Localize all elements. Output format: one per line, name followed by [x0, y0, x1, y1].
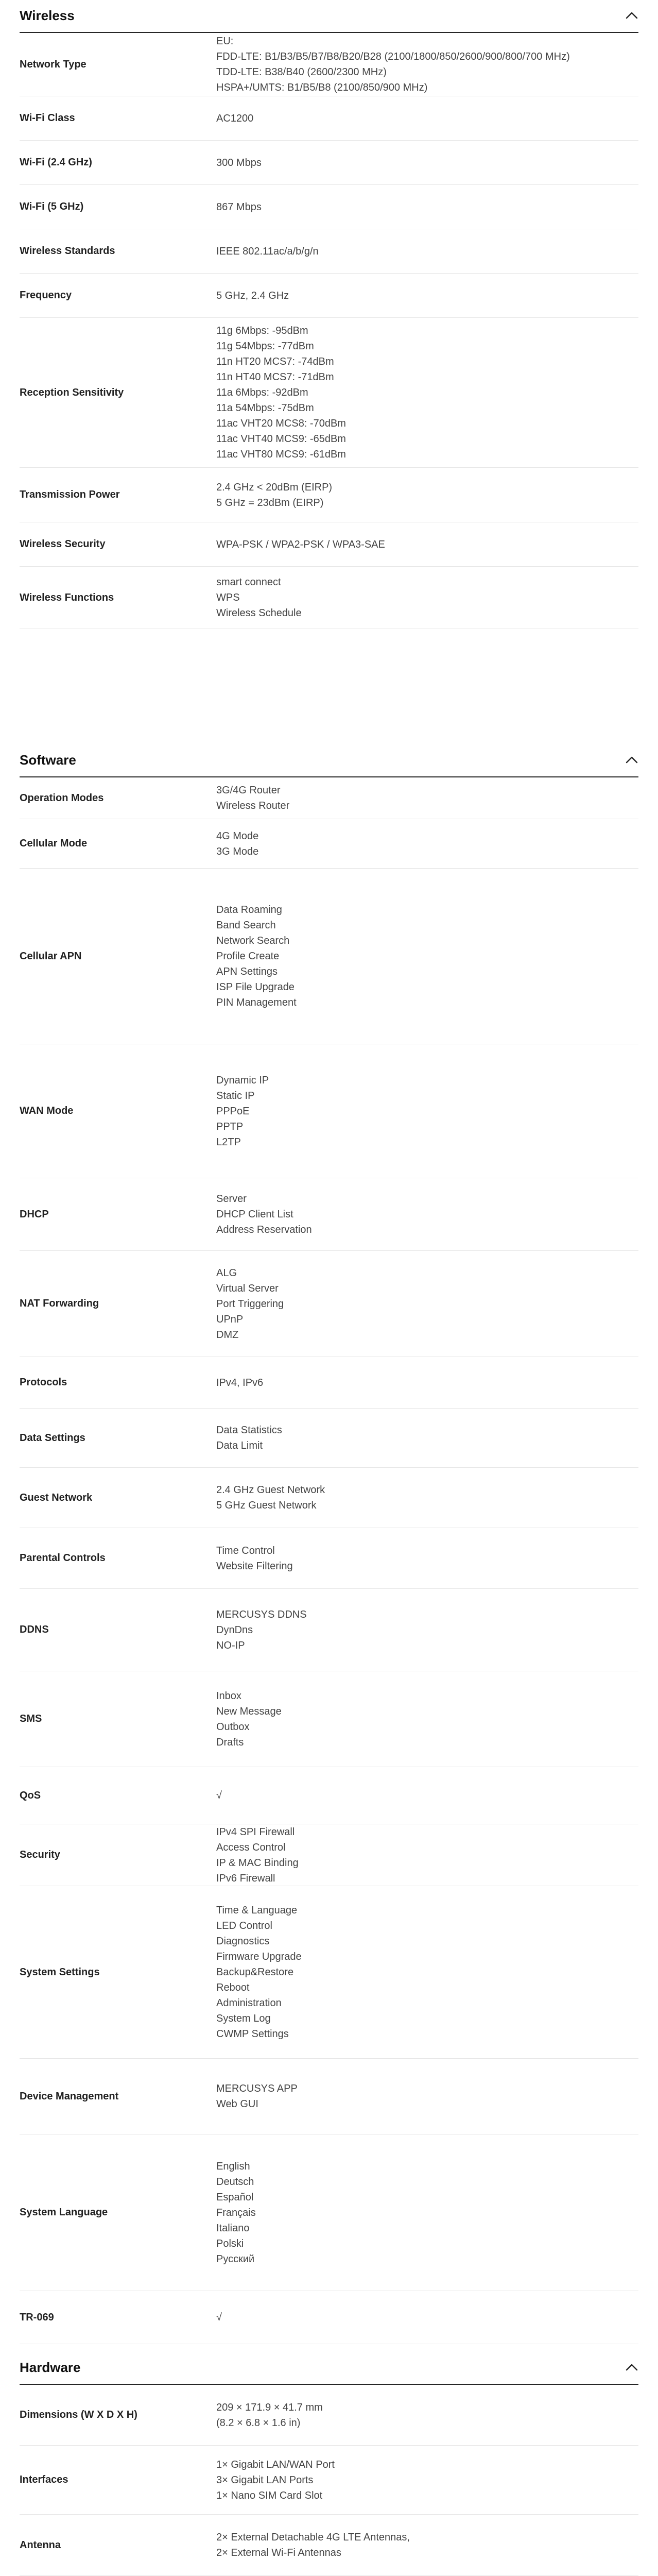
- spec-value: 5 GHz, 2.4 GHz: [216, 290, 289, 301]
- spec-value: √: [216, 2312, 222, 2323]
- spec-row: [20, 1357, 638, 1409]
- spec-values: [216, 1528, 628, 1588]
- spec-value: 11ac VHT40 MCS9: -65dBm: [216, 433, 346, 445]
- spec-row: [20, 33, 638, 96]
- spec-value: DynDns: [216, 1624, 253, 1636]
- spec-value: Backup&Restore: [216, 1967, 294, 1978]
- spec-label: Transmission Power: [20, 489, 120, 500]
- spec-label: Interfaces: [20, 2474, 68, 2485]
- spec-value: (8.2 × 6.8 × 1.6 in): [216, 2417, 301, 2429]
- spec-row: [20, 2134, 638, 2291]
- section-wireless: [20, 0, 638, 619]
- spec-value: 2× External Detachable 4G LTE Antennas,: [216, 2532, 410, 2543]
- spec-value: 11n HT20 MCS7: -74dBm: [216, 356, 334, 367]
- spec-values: [216, 2446, 628, 2514]
- spec-row: [20, 1767, 638, 1824]
- spec-value: 867 Mbps: [216, 201, 262, 213]
- spec-values: [216, 1251, 628, 1357]
- spec-value: Website Filtering: [216, 1560, 293, 1572]
- spec-row: [20, 318, 638, 468]
- spec-values: [216, 2515, 628, 2575]
- spec-value: 11a 6Mbps: -92dBm: [216, 387, 308, 398]
- spec-row: [20, 777, 638, 819]
- spec-row: [20, 96, 638, 141]
- chevron-up-icon[interactable]: [625, 10, 638, 21]
- section-header-hardware[interactable]: [20, 2352, 638, 2385]
- spec-value: System Log: [216, 2013, 271, 2024]
- spec-value: Wireless Schedule: [216, 607, 302, 619]
- section-header-wireless[interactable]: [20, 0, 638, 33]
- spec-value: Polski: [216, 2238, 244, 2249]
- spec-values: [216, 1671, 628, 1767]
- section-title: Wireless: [20, 8, 75, 23]
- section-title: Software: [20, 752, 76, 768]
- spec-value: 5 GHz = 23dBm (EIRP): [216, 497, 324, 509]
- spec-value: Français: [216, 2207, 256, 2218]
- spec-value: PIN Management: [216, 997, 297, 1008]
- spec-value: 11ac VHT20 MCS8: -70dBm: [216, 418, 346, 429]
- spec-values: [216, 2385, 628, 2445]
- spec-values: [216, 96, 628, 140]
- spec-value: 2.4 GHz < 20dBm (EIRP): [216, 481, 333, 493]
- spec-value: NO-IP: [216, 1639, 245, 1651]
- spec-value: 209 × 171.9 × 41.7 mm: [216, 2401, 323, 2413]
- spec-label: Wireless Functions: [20, 591, 114, 603]
- spec-label: Reception Sensitivity: [20, 386, 124, 398]
- spec-row: [20, 468, 638, 522]
- spec-values: [216, 468, 628, 522]
- spec-label: Operation Modes: [20, 792, 104, 804]
- spec-value: ALG: [216, 1267, 237, 1279]
- spec-value: CWMP Settings: [216, 2028, 289, 2040]
- spec-row: [20, 1671, 638, 1767]
- spec-row: [20, 567, 638, 629]
- spec-value: Virtual Server: [216, 1282, 279, 1294]
- spec-value: 3× Gigabit LAN Ports: [216, 2474, 314, 2486]
- section-software: [20, 744, 638, 2323]
- spec-value: Reboot: [216, 1982, 250, 1993]
- spec-values: [216, 1767, 628, 1824]
- spec-label: Wireless Security: [20, 538, 106, 550]
- spec-value: UPnP: [216, 1313, 244, 1325]
- spec-values: [216, 185, 628, 229]
- spec-row: [20, 2446, 638, 2515]
- spec-row: [20, 1409, 638, 1468]
- spec-row: [20, 141, 638, 185]
- spec-label: Protocols: [20, 1377, 67, 1388]
- spec-row: [20, 1886, 638, 2059]
- spec-values: [216, 819, 628, 868]
- spec-label: TR-069: [20, 2311, 54, 2323]
- spec-value: Data Statistics: [216, 1425, 282, 1436]
- spec-row: [20, 1468, 638, 1528]
- spec-value: IP & MAC Binding: [216, 1857, 299, 1869]
- spec-value: AC1200: [216, 112, 254, 124]
- spec-value: Firmware Upgrade: [216, 1951, 302, 1962]
- spec-label: Security: [20, 1849, 60, 1860]
- spec-values: [216, 1824, 628, 1886]
- spec-label: Dimensions (W X D X H): [20, 2409, 137, 2420]
- spec-value: Band Search: [216, 920, 276, 931]
- spec-label: Wi-Fi (2.4 GHz): [20, 157, 92, 168]
- spec-value: Web GUI: [216, 2098, 258, 2110]
- spec-label: Wi-Fi (5 GHz): [20, 201, 84, 212]
- section-header-software[interactable]: [20, 744, 638, 777]
- spec-value: Italiano: [216, 2222, 250, 2234]
- spec-label: Wireless Standards: [20, 245, 115, 257]
- spec-value: 11g 6Mbps: -95dBm: [216, 325, 308, 336]
- spec-value: WPS: [216, 592, 240, 603]
- spec-row: [20, 1178, 638, 1251]
- spec-label: QoS: [20, 1789, 41, 1801]
- spec-value: Administration: [216, 1997, 282, 2009]
- spec-value: 1× Nano SIM Card Slot: [216, 2489, 323, 2501]
- spec-row: [20, 229, 638, 274]
- spec-values: [216, 2291, 628, 2344]
- spec-values: [216, 33, 628, 96]
- spec-value: Port Triggering: [216, 1298, 284, 1310]
- spec-label: Cellular APN: [20, 950, 82, 962]
- spec-value: IEEE 802.11ac/a/b/g/n: [216, 245, 319, 257]
- spec-label: Device Management: [20, 2090, 119, 2102]
- spec-label: Guest Network: [20, 1492, 93, 1503]
- spec-value: 3G Mode: [216, 845, 259, 857]
- spec-values: [216, 1357, 628, 1408]
- spec-value: PPPoE: [216, 1105, 250, 1117]
- spec-value: FDD-LTE: B1/B3/B5/B7/B8/B20/B28 (2100/1800/850/2600/900/800/700 MHz): [216, 51, 570, 62]
- spec-value: Inbox: [216, 1690, 241, 1702]
- spec-value: 11n HT40 MCS7: -71dBm: [216, 371, 334, 383]
- spec-value: Русский: [216, 2253, 255, 2265]
- spec-row: [20, 1824, 638, 1886]
- spec-value: √: [216, 1790, 222, 1801]
- spec-label: DHCP: [20, 1208, 49, 1220]
- spec-value: English: [216, 2160, 250, 2172]
- spec-values: [216, 1178, 628, 1250]
- spec-value: TDD-LTE: B38/B40 (2600/2300 MHz): [216, 66, 387, 78]
- spec-values: [216, 1468, 628, 1528]
- chevron-up-icon[interactable]: [625, 755, 638, 765]
- spec-value: IPv4 SPI Firewall: [216, 1826, 295, 1838]
- spec-value: 4G Mode: [216, 830, 259, 842]
- spec-value: DHCP Client List: [216, 1209, 293, 1220]
- spec-value: Español: [216, 2191, 254, 2203]
- spec-label: Wi-Fi Class: [20, 112, 75, 124]
- spec-value: 11ac VHT80 MCS9: -61dBm: [216, 449, 346, 460]
- spec-row: [20, 869, 638, 1044]
- spec-value: Wireless Router: [216, 800, 290, 811]
- spec-value: EU:: [216, 36, 234, 47]
- spec-row: [20, 274, 638, 318]
- spec-value: MERCUSYS DDNS: [216, 1608, 307, 1620]
- spec-row: [20, 2059, 638, 2134]
- spec-values: [216, 1886, 628, 2058]
- chevron-up-icon[interactable]: [625, 2362, 638, 2372]
- spec-value: Drafts: [216, 1736, 244, 1748]
- spec-row: [20, 2291, 638, 2344]
- spec-row: [20, 1044, 638, 1178]
- spec-row: [20, 1589, 638, 1671]
- spec-value: DMZ: [216, 1329, 239, 1341]
- spec-value: 3G/4G Router: [216, 785, 281, 796]
- spec-value: Static IP: [216, 1090, 255, 1101]
- spec-label: Frequency: [20, 290, 72, 301]
- spec-value: MERCUSYS APP: [216, 2083, 298, 2094]
- section-title: Hardware: [20, 2360, 81, 2375]
- spec-row: [20, 819, 638, 869]
- spec-value: Deutsch: [216, 2176, 254, 2188]
- spec-label: Antenna: [20, 2539, 61, 2551]
- spec-value: L2TP: [216, 1136, 241, 1148]
- spec-value: New Message: [216, 1705, 282, 1717]
- spec-values: [216, 274, 628, 317]
- spec-value: smart connect: [216, 577, 281, 588]
- spec-row: [20, 1251, 638, 1357]
- spec-value: Time Control: [216, 1545, 275, 1556]
- spec-values: [216, 1409, 628, 1467]
- section-hardware: [20, 2352, 638, 2558]
- spec-value: 5 GHz Guest Network: [216, 1500, 317, 1511]
- spec-values: [216, 567, 628, 629]
- spec-label: Parental Controls: [20, 1552, 106, 1564]
- spec-label: DDNS: [20, 1624, 49, 1635]
- spec-value: 1× Gigabit LAN/WAN Port: [216, 2459, 335, 2470]
- spec-value: Server: [216, 1193, 247, 1205]
- spec-label: NAT Forwarding: [20, 1298, 99, 1309]
- spec-values: [216, 869, 628, 1044]
- spec-label: Data Settings: [20, 1432, 85, 1444]
- spec-value: LED Control: [216, 1920, 272, 1931]
- spec-values: [216, 229, 628, 273]
- spec-value: HSPA+/UMTS: B1/B5/B8 (2100/850/900 MHz): [216, 82, 428, 93]
- spec-values: [216, 777, 628, 819]
- spec-row: [20, 522, 638, 567]
- spec-value: Profile Create: [216, 951, 280, 962]
- spec-value: 2× External Wi-Fi Antennas: [216, 2547, 341, 2558]
- spec-row: [20, 2515, 638, 2576]
- spec-values: [216, 1044, 628, 1178]
- spec-row: [20, 2385, 638, 2446]
- spec-value: APN Settings: [216, 966, 278, 977]
- spec-value: IPv4, IPv6: [216, 1377, 264, 1388]
- spec-values: [216, 318, 628, 467]
- spec-value: 300 Mbps: [216, 157, 262, 168]
- spec-value: 11a 54Mbps: -75dBm: [216, 402, 314, 414]
- spec-values: [216, 1589, 628, 1671]
- spec-value: Time & Language: [216, 1905, 298, 1916]
- spec-row: [20, 185, 638, 229]
- spec-values: [216, 2059, 628, 2134]
- spec-value: Address Reservation: [216, 1224, 312, 1235]
- spec-label: Network Type: [20, 58, 86, 70]
- spec-value: PPTP: [216, 1121, 244, 1132]
- spec-value: 2.4 GHz Guest Network: [216, 1484, 325, 1496]
- spec-row: [20, 1528, 638, 1589]
- spec-value: Data Limit: [216, 1440, 263, 1451]
- spec-value: ISP File Upgrade: [216, 981, 295, 993]
- spec-label: System Settings: [20, 1966, 100, 1978]
- spec-values: [216, 522, 628, 566]
- spec-label: WAN Mode: [20, 1105, 74, 1116]
- spec-value: 11g 54Mbps: -77dBm: [216, 341, 314, 352]
- spec-value: WPA-PSK / WPA2-PSK / WPA3-SAE: [216, 538, 385, 550]
- spec-value: Access Control: [216, 1841, 286, 1853]
- spec-value: Outbox: [216, 1721, 250, 1733]
- spec-values: [216, 2134, 628, 2291]
- spec-value: Diagnostics: [216, 1936, 270, 1947]
- spec-values: [216, 141, 628, 184]
- spec-label: System Language: [20, 2207, 108, 2218]
- spec-value: Network Search: [216, 935, 290, 946]
- spec-value: Dynamic IP: [216, 1074, 269, 1086]
- spec-value: IPv6 Firewall: [216, 1872, 275, 1884]
- spec-label: SMS: [20, 1713, 42, 1724]
- spec-label: Cellular Mode: [20, 838, 88, 849]
- spec-value: Data Roaming: [216, 904, 282, 916]
